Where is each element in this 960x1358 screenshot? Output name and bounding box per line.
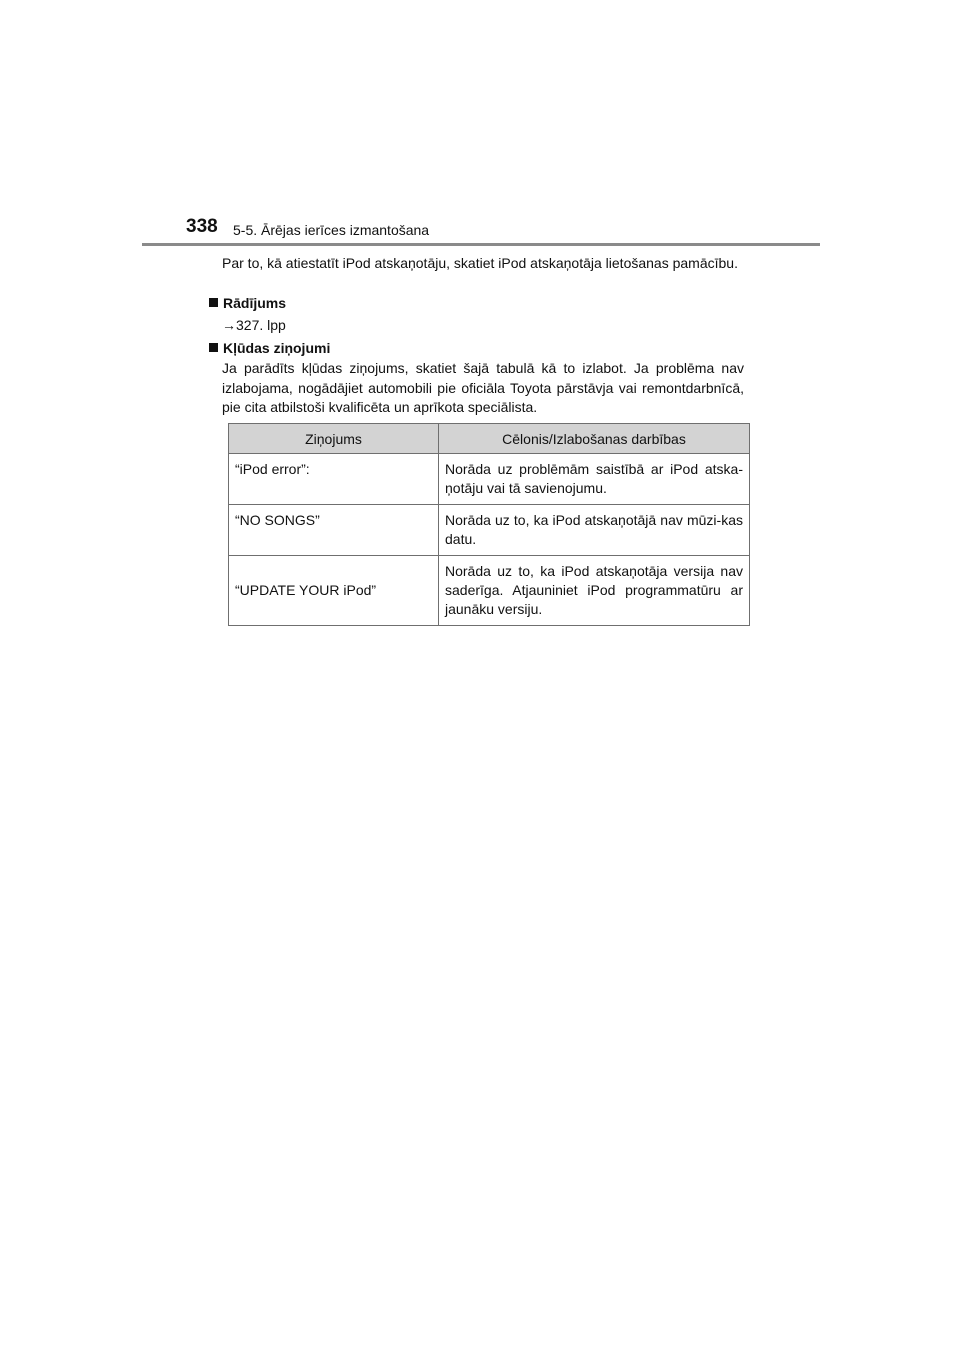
errors-paragraph: Ja parādīts kļūdas ziņojums, skatiet šajā tabulā kā to izlabot. Ja problēma nav izlabojama, nogādājiet automobili pie oficiāla Toyota pārstāvja vai remontdarbnīcā, pie cita atbilstoši kvalificēta un aprīkota speciālista. [222,360,744,415]
error-messages-table [228,423,750,626]
errors-heading [209,339,330,357]
table-row [229,454,750,505]
page-reference: →327. lpp [222,317,286,333]
display-heading [209,294,286,312]
square-bullet-icon [209,343,218,352]
section-title: 5-5. Ārējas ierīces izmantošana [233,222,430,238]
table-cell-message: “NO SONGS” [229,505,439,556]
header-divider [142,243,820,246]
errors-heading-label: Kļūdas ziņojumi [223,340,331,356]
table-cell-cause: Norāda uz to, ka iPod atskaņotājā nav mūzi-kas datu. [439,505,750,556]
table-header-cause: Cēlonis/Izlabošanas darbības [439,424,750,454]
square-bullet-icon [209,298,218,307]
table-cell-message: “iPod error”: [229,454,439,505]
display-heading-label: Rādījums [223,295,287,311]
page-number: 338 [186,216,218,237]
table-cell-message: “UPDATE YOUR iPod” [229,556,439,626]
intro-paragraph: Par to, kā atiestatīt iPod atskaņotāju, skatiet iPod atskaņotāja lietošanas pamācību. [222,255,738,271]
table-cell-cause: Norāda uz to, ka iPod atskaņotāja versija nav saderīga. Atjauniniet iPod programmatūru ar jaunāku versiju. [439,556,750,626]
table-header-message: Ziņojums [229,424,439,454]
table-row [229,556,750,626]
table-header-row [229,424,750,454]
table-row [229,505,750,556]
table-cell-cause: Norāda uz problēmām saistībā ar iPod atska-ņotāju vai tā savienojumu. [439,454,750,505]
